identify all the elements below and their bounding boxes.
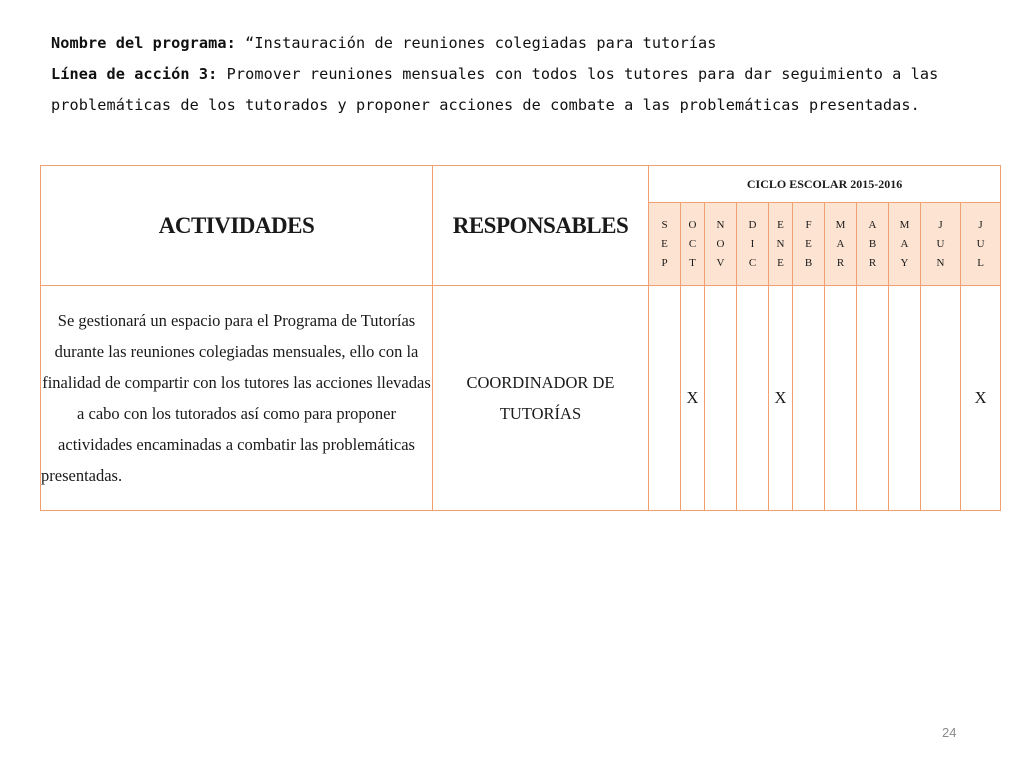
responsible-cell: COORDINADOR DE TUTORÍAS [433, 286, 649, 511]
month-letter: E [777, 218, 784, 231]
program-name-label: Nombre del programa: [51, 34, 236, 52]
month-mark-cell [921, 286, 961, 511]
month-letter: D [748, 218, 757, 231]
month-mark-cell: X [961, 286, 1001, 511]
month-header [681, 203, 705, 286]
month-letter: R [836, 256, 845, 269]
month-letter: A [900, 237, 909, 250]
month-letter: J [978, 218, 983, 231]
month-letter: E [777, 256, 784, 269]
month-letter: B [804, 256, 813, 269]
month-header [857, 203, 889, 286]
month-mark-cell: X [681, 286, 705, 511]
month-mark-cell [649, 286, 681, 511]
month-letter: Y [900, 256, 909, 269]
responsible-header: RESPONSABLES [433, 166, 649, 286]
month-letter: B [868, 237, 877, 250]
month-letter: C [748, 256, 757, 269]
month-mark-cell: X [769, 286, 793, 511]
page-number: 24 [942, 725, 957, 740]
month-letter: E [661, 237, 668, 250]
month-letter: M [899, 218, 910, 231]
month-letter: N [936, 256, 945, 269]
month-header [737, 203, 769, 286]
month-mark-cell [857, 286, 889, 511]
month-letter: I [750, 237, 755, 250]
table-header-row [41, 166, 1001, 203]
month-letter: P [661, 256, 668, 269]
month-letter: M [835, 218, 846, 231]
month-letter: O [688, 218, 697, 231]
action-line-label: Línea de acción 3: [51, 65, 218, 83]
month-header [961, 203, 1001, 286]
month-header [649, 203, 681, 286]
month-letter: E [805, 237, 812, 250]
month-header [705, 203, 737, 286]
month-header [769, 203, 793, 286]
month-mark-cell [705, 286, 737, 511]
action-line [51, 59, 951, 121]
month-letter: U [936, 237, 945, 250]
month-letter: C [688, 237, 697, 250]
month-header [921, 203, 961, 286]
program-name-value: “Instauración de reuniones colegiadas para tutorías [235, 34, 717, 52]
month-letter: F [805, 218, 812, 231]
month-letter: N [776, 237, 785, 250]
month-header [889, 203, 921, 286]
month-letter: J [938, 218, 943, 231]
month-letter: T [689, 256, 696, 269]
month-letter: A [868, 218, 877, 231]
action-line-value: Promover reuniones mensuales con todos los tutores para dar seguimiento a las problemáticas de los tutorados y proponer acciones de combate a las problemáticas presentadas. [51, 65, 939, 114]
table-row [41, 286, 1001, 511]
document-header [51, 28, 951, 121]
month-letter: O [716, 237, 725, 250]
month-letter: U [976, 237, 985, 250]
month-header [825, 203, 857, 286]
month-mark-cell [793, 286, 825, 511]
school-cycle-header: CICLO ESCOLAR 2015-2016 [649, 166, 1001, 203]
program-name-line [51, 28, 951, 59]
month-mark-cell [889, 286, 921, 511]
month-letter: N [716, 218, 725, 231]
schedule-table [40, 165, 1001, 511]
month-letter: A [836, 237, 845, 250]
month-letter: V [716, 256, 725, 269]
month-letter: S [661, 218, 668, 231]
month-header [793, 203, 825, 286]
month-letter: R [868, 256, 877, 269]
activities-header: ACTIVIDADES [41, 166, 433, 286]
month-letter: L [977, 256, 984, 269]
month-mark-cell [825, 286, 857, 511]
month-mark-cell [737, 286, 769, 511]
activity-cell: Se gestionará un espacio para el Programa de Tutorías durante las reuniones colegiadas mensuales, ello con la finalidad de compartir con los tutores las acciones llevadas a cabo con los tutorados así como para proponer actividades encaminadas a combatir las problemáticas presentadas. [41, 286, 433, 511]
